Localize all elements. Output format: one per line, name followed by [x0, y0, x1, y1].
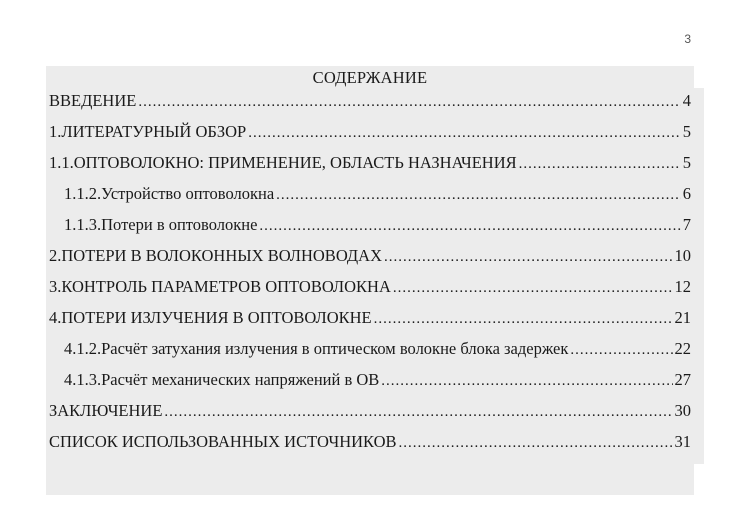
toc-entry-label: 4.1.2.Расчёт затухания излучения в оптическом волокне блока задержек	[64, 339, 569, 358]
table-of-contents	[46, 66, 694, 495]
toc-entry-label: СПИСОК ИСПОЛЬЗОВАННЫХ ИСТОЧНИКОВ	[49, 432, 397, 451]
toc-entry-page: 12	[674, 277, 691, 296]
toc-entry-label: 1.1.2.Устройство оптоволокна	[64, 184, 275, 203]
toc-leader-dots	[519, 156, 681, 173]
toc-entry-page: 4	[682, 91, 691, 110]
toc-entry-page: 5	[682, 153, 691, 172]
toc-leader-dots	[259, 218, 680, 235]
toc-leader-dots	[384, 249, 673, 266]
toc-entry-page: 5	[682, 122, 691, 141]
toc-entry-label: 1.ЛИТЕРАТУРНЫЙ ОБЗОР	[49, 122, 247, 141]
toc-entry-label: 1.1.ОПТОВОЛОКНО: ПРИМЕНЕНИЕ, ОБЛАСТЬ НАЗНАЧЕНИЯ	[49, 153, 517, 172]
toc-entry-label: 3.КОНТРОЛЬ ПАРАМЕТРОВ ОПТОВОЛОКНА	[49, 277, 391, 296]
toc-entry-radiation-losses[interactable]	[49, 308, 691, 330]
toc-leader-dots	[138, 94, 680, 111]
toc-leader-dots	[399, 435, 673, 452]
toc-entry-page: 22	[674, 339, 691, 358]
toc-leader-dots	[381, 373, 672, 390]
toc-leader-dots	[248, 125, 681, 142]
toc-entry-label: 4.ПОТЕРИ ИЗЛУЧЕНИЯ В ОПТОВОЛОКНЕ	[49, 308, 372, 327]
toc-entry-page: 6	[682, 184, 691, 203]
toc-entry-fiber-application[interactable]	[49, 153, 691, 175]
toc-entry-label: ВВЕДЕНИЕ	[49, 91, 137, 110]
toc-leader-dots	[374, 311, 673, 328]
toc-entry-parameter-control[interactable]	[49, 277, 691, 299]
toc-entry-attenuation-calc[interactable]	[64, 339, 691, 361]
toc-entry-waveguide-losses[interactable]	[49, 246, 691, 268]
toc-entry-page: 21	[674, 308, 691, 327]
toc-entry-fiber-losses[interactable]	[64, 215, 691, 237]
toc-entry-conclusion[interactable]	[49, 401, 691, 423]
toc-entry-page: 27	[674, 370, 691, 389]
toc-entry-fiber-structure[interactable]	[64, 184, 691, 206]
toc-entry-page: 31	[674, 432, 691, 451]
toc-entry-label: 1.1.3.Потери в оптоволокне	[64, 215, 258, 234]
toc-entry-references[interactable]	[49, 432, 691, 454]
toc-leader-dots	[164, 404, 672, 421]
toc-entry-literature-review[interactable]	[49, 122, 691, 144]
toc-entry-page: 30	[674, 401, 691, 420]
toc-entry-introduction[interactable]	[49, 91, 691, 113]
toc-entry-page: 10	[674, 246, 691, 265]
toc-entry-label: ЗАКЛЮЧЕНИЕ	[49, 401, 163, 420]
page-number: 3	[684, 32, 691, 46]
toc-leader-dots	[570, 342, 672, 359]
toc-entry-page: 7	[682, 215, 691, 234]
toc-entry-stress-calc[interactable]	[64, 370, 691, 392]
toc-entry-label: 4.1.3.Расчёт механических напряжений в ОВ	[64, 370, 380, 389]
toc-leader-dots	[393, 280, 673, 297]
toc-entry-label: 2.ПОТЕРИ В ВОЛОКОННЫХ ВОЛНОВОДАХ	[49, 246, 382, 265]
toc-leader-dots	[276, 187, 681, 204]
toc-title: СОДЕРЖАНИЕ	[312, 68, 428, 87]
